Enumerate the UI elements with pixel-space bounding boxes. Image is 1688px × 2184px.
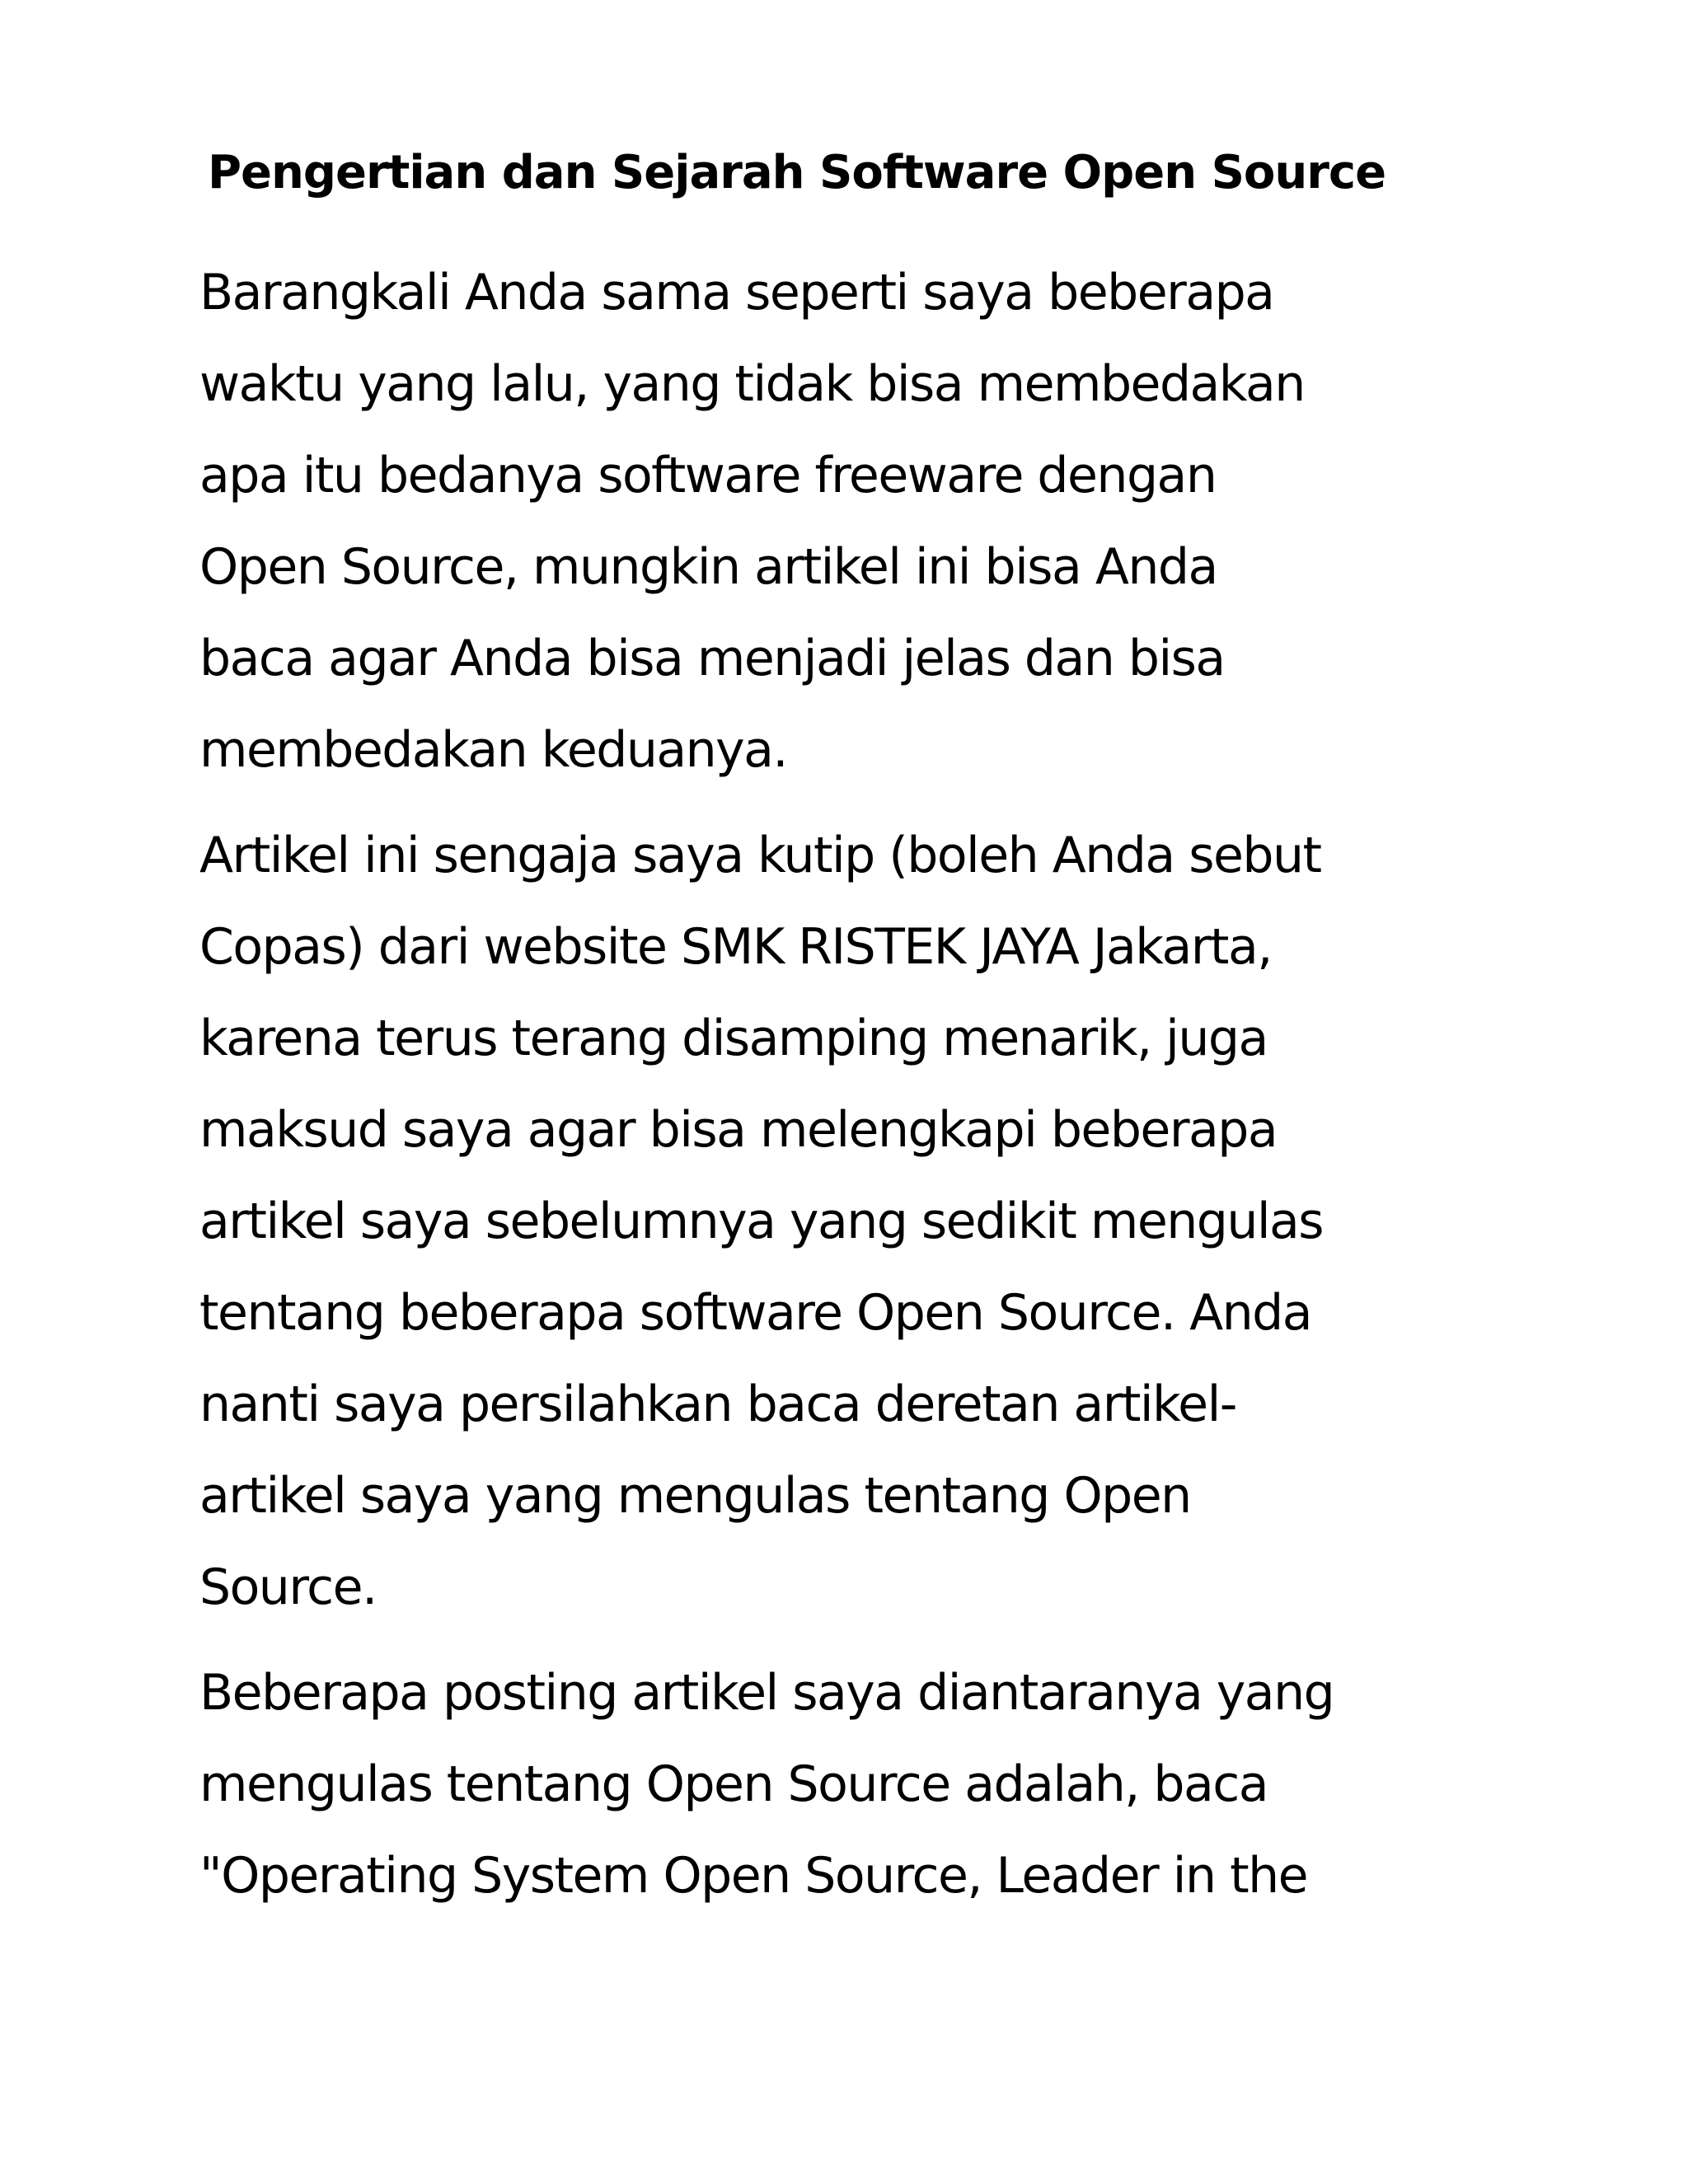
text-line: waktu yang lalu, yang tidak bisa membedakan [199, 355, 1305, 413]
text-line: membedakan keduanya. [199, 721, 787, 779]
text-line: baca agar Anda bisa menjadi jelas dan bisa [199, 630, 1225, 687]
text-line: apa itu bedanya software freeware dengan [199, 447, 1217, 504]
text-line: Artikel ini sengaja saya kutip (boleh Anda sebut [199, 827, 1321, 884]
text-line: artikel saya sebelumnya yang sedikit mengulas [199, 1193, 1324, 1250]
text-line: karena terus terang disamping menarik, juga [199, 1010, 1268, 1067]
text-line: Barangkali Anda sama seperti saya beberapa [199, 264, 1274, 321]
paragraph-3 [199, 1647, 1502, 1922]
page-title: Pengertian dan Sejarah Software Open Source [208, 146, 1386, 199]
text-line: tentang beberapa software Open Source. Anda [199, 1284, 1312, 1342]
text-line: Copas) dari website SMK RISTEK JAYA Jakarta, [199, 918, 1272, 976]
text-line: maksud saya agar bisa melengkapi beberapa [199, 1101, 1278, 1159]
text-line: mengulas tentang Open Source adalah, baca [199, 1755, 1268, 1813]
paragraph-2 [199, 810, 1502, 1633]
article-body [199, 247, 1502, 1922]
text-line: Open Source, mungkin artikel ini bisa Anda [199, 538, 1217, 596]
text-line: Source. [199, 1558, 377, 1616]
paragraph-1 [199, 247, 1502, 796]
text-line: Beberapa posting artikel saya diantaranya yang [199, 1664, 1334, 1722]
text-line: "Operating System Open Source, Leader in the [199, 1847, 1308, 1905]
text-line: artikel saya yang mengulas tentang Open [199, 1467, 1191, 1525]
text-line: nanti saya persilahkan baca deretan artikel- [199, 1376, 1236, 1433]
